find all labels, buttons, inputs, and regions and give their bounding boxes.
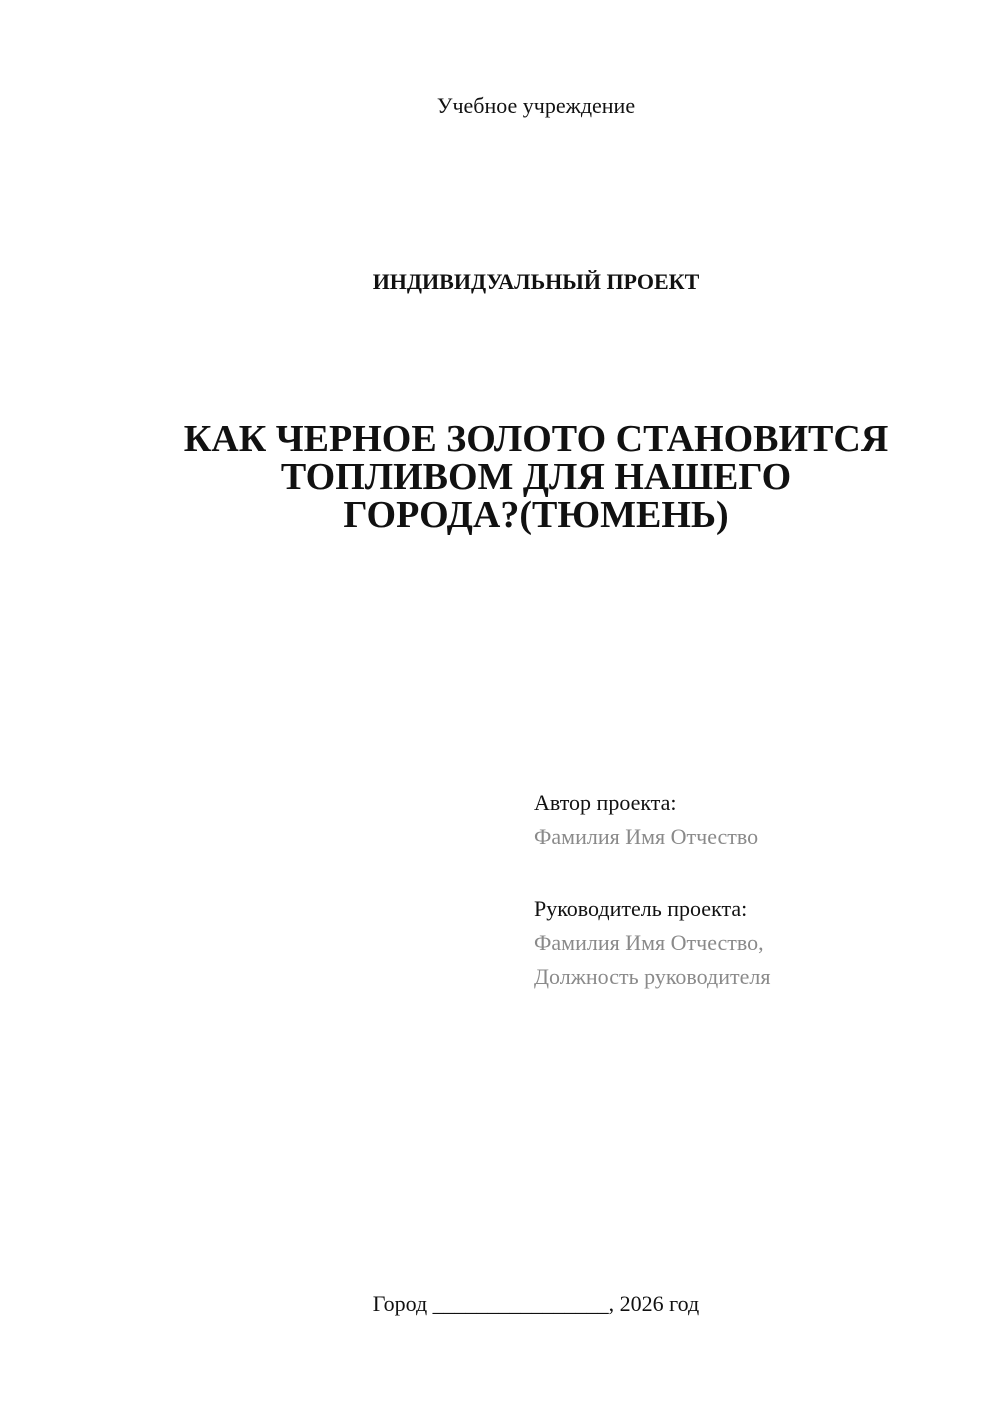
project-title-line-2: ТОПЛИВОМ ДЛЯ НАШЕГО: [280, 456, 792, 498]
project-title-line-3: ГОРОДА?(ТЮМЕНЬ): [343, 494, 729, 536]
project-type-heading: ИНДИВИДУАЛЬНЫЙ ПРОЕКТ: [372, 269, 700, 294]
project-title-line-1: КАК ЧЕРНОЕ ЗОЛОТО СТАНОВИТСЯ: [183, 418, 889, 460]
project-title: [160, 420, 912, 534]
supervisor-position: Должность руководителя: [534, 964, 771, 989]
author-block: [534, 786, 974, 854]
author-name: Фамилия Имя Отчество: [534, 824, 759, 849]
author-label: Автор проекта:: [534, 790, 677, 815]
supervisor-block: [534, 892, 974, 994]
institution-name: Учебное учреждение: [436, 93, 636, 118]
city-year-footer: Город ________________, 2026 год: [372, 1291, 700, 1316]
supervisor-name: Фамилия Имя Отчество,: [534, 930, 764, 955]
supervisor-label: Руководитель проекта:: [534, 896, 748, 921]
